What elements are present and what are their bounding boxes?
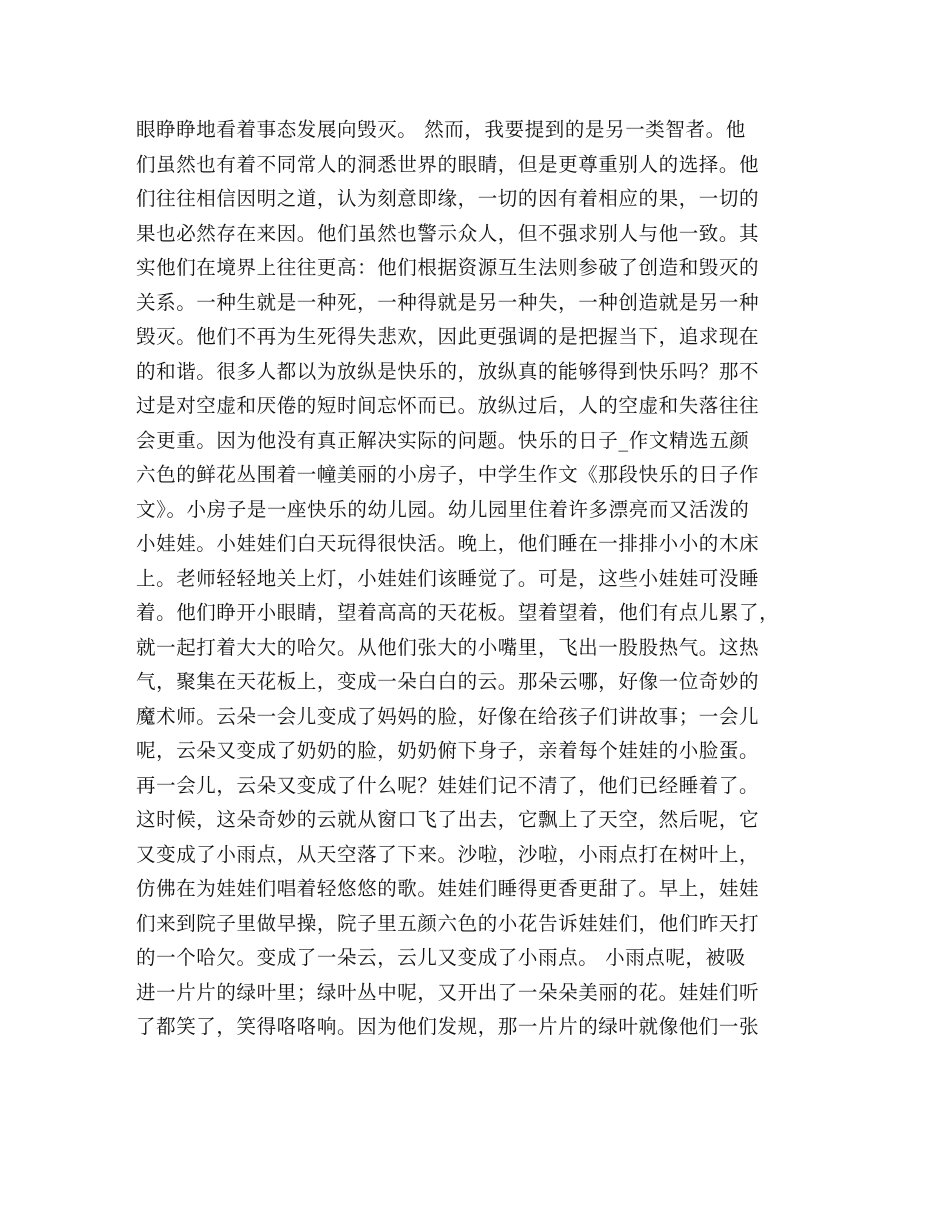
text-line: 又变成了小雨点，从天空落了下来。沙啦，沙啦，小雨点打在树叶上， [136,842,760,866]
text-line: 眼睁睁地看着事态发展向毁灭。 然而，我要提到的是另一类智者。他 [136,118,746,141]
text-line: 这时候，这朵奇妙的云就从窗口飞了出去，它飘上了天空，然后呢，它 [136,808,760,831]
text-line: 过是对空虚和厌倦的短时间忘怀而已。放纵过后，人的空虚和失落往往 [136,394,760,417]
text-line: 再一会儿，云朵又变成了什么呢？娃娃们记不清了，他们已经睡着了。 [136,773,760,797]
text-line: 的一个哈欠。变成了一朵云，云儿又变成了小雨点。 小雨点呢，被吸 [136,946,746,969]
text-line: 气，聚集在天花板上，变成一朵白白的云。那朵云哪，好像一位奇妙的 [136,670,760,693]
text-line: 会更重。因为他没有真正解决实际的问题。快乐的日子_作文精选五颜 [136,428,750,452]
body-text [136,113,826,1045]
text-line: 魔术师。云朵一会儿变成了妈妈的脸，好像在给孩子们讲故事；一会儿 [136,704,760,728]
text-line: 进一片片的绿叶里；绿叶丛中呢，又开出了一朵朵美丽的花。娃娃们听 [136,980,760,1004]
text-line: 仿佛在为娃娃们唱着轻悠悠的歌。娃娃们睡得更香更甜了。早上，娃娃 [136,877,760,900]
text-line: 们虽然也有着不同常人的洞悉世界的眼睛，但是更尊重别人的选择。他 [136,152,760,176]
text-line: 关系。一种生就是一种死，一种得就是另一种失，一种创造就是另一种 [136,290,760,314]
text-line: 着。他们睁开小眼睛，望着高高的天花板。望着望着，他们有点儿累了， [136,601,780,624]
text-line: 们来到院子里做早操，院子里五颜六色的小花告诉娃娃们，他们昨天打 [136,911,760,935]
text-line: 们往往相信因明之道，认为刻意即缘，一切的因有着相应的果，一切的 [136,187,760,210]
text-line: 实他们在境界上往往更高：他们根据资源互生法则参破了创造和毁灭的 [136,256,760,279]
text-line: 就一起打着大大的哈欠。从他们张大的小嘴里，飞出一股股热气。这热 [136,635,760,659]
text-line: 上。老师轻轻地关上灯，小娃娃们该睡觉了。可是，这些小娃娃可没睡 [136,566,760,590]
text-line: 六色的鲜花丛围着一幢美丽的小房子，中学生作文《那段快乐的日子作 [136,463,760,486]
text-line: 了都笑了，笑得咯咯响。因为他们发规，那一片片的绿叶就像他们一张 [136,1015,760,1038]
text-line: 文》。小房子是一座快乐的幼儿园。幼儿园里住着许多漂亮而又活泼的 [136,497,750,521]
text-line: 果也必然存在来因。他们虽然也警示众人，但不强求别人与他一致。其 [136,221,760,245]
text-line: 小娃娃。小娃娃们白天玩得很快活。晚上，他们睡在一排排小小的木床 [136,532,760,555]
text-line: 的和谐。很多人都以为放纵是快乐的，放纵真的能够得到快乐吗？那不 [136,359,760,383]
text-line: 呢，云朵又变成了奶奶的脸，奶奶俯下身子，亲着每个娃娃的小脸蛋。 [136,739,760,762]
text-line: 毁灭。他们不再为生死得失悲欢，因此更强调的是把握当下，追求现在 [136,325,760,348]
